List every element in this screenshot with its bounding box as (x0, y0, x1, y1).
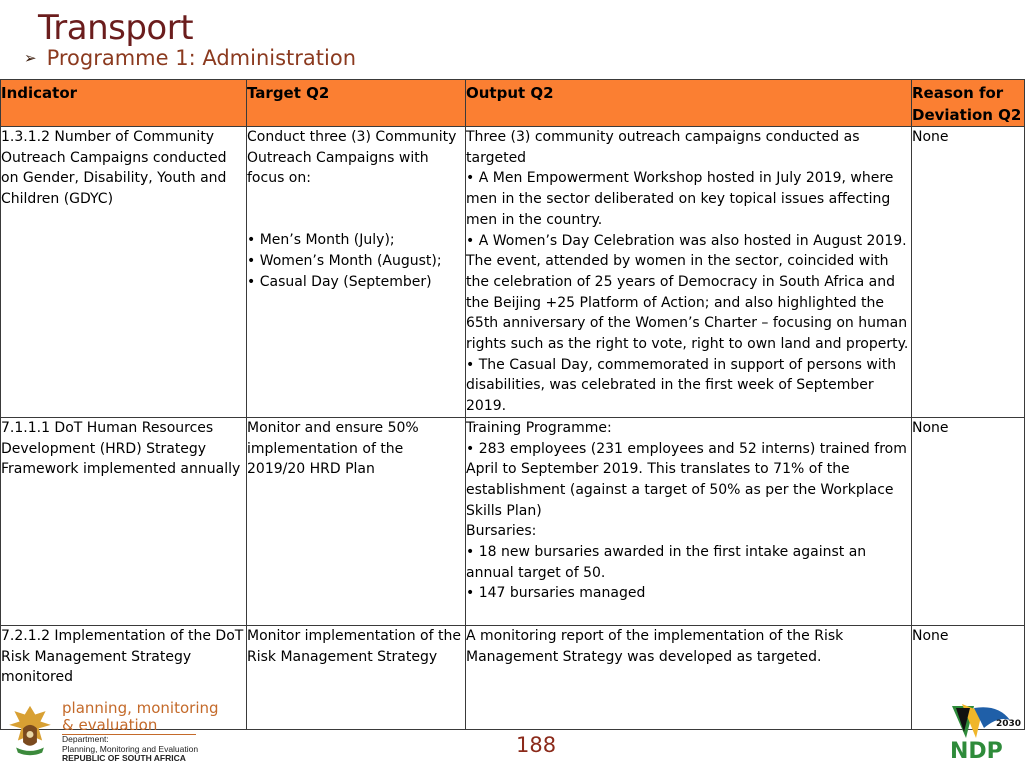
output-bullet: • The Casual Day, commemorated in support of persons with disabilities, was celebrated in the first week of September 2019. (466, 355, 911, 417)
pme-line2: & evaluation (62, 716, 158, 734)
ndp-logo-icon (946, 698, 1022, 764)
target-bullet: • Women’s Month (August); (247, 251, 465, 272)
indicator-table (0, 79, 1025, 730)
output-bullet: • 283 employees (231 employees and 52 interns) trained from April to September 2019. This translates to 71% of the establishment (against a target of 50% as per the Workplace Skills Plan) (466, 439, 911, 522)
ndp-label: NDP (950, 739, 1003, 764)
dept-line1: Department: (62, 734, 109, 744)
output-bullet: • 147 bursaries managed (466, 583, 911, 604)
output-cell (466, 127, 912, 418)
reason-cell: None (912, 417, 1025, 625)
arrow-bullet-icon: ➢ (24, 49, 37, 67)
output-heading: Bursaries: (466, 523, 537, 540)
page-number: 188 (516, 733, 557, 757)
target-intro: Conduct three (3) Community Outreach Campaigns with focus on: (247, 129, 457, 187)
column-header-output: Output Q2 (466, 80, 912, 127)
indicator-cell: 7.1.1.1 DoT Human Resources Development (HRD) Strategy Framework implemented annually (1, 417, 247, 625)
ndp-year: 2030 (996, 719, 1022, 729)
reason-cell: None (912, 127, 1025, 418)
dept-line2: Planning, Monitoring and Evaluation (62, 743, 199, 754)
table-row (1, 127, 1025, 418)
dept-line3: REPUBLIC OF SOUTH AFRICA (62, 753, 186, 763)
column-header-target: Target Q2 (247, 80, 466, 127)
column-header-indicator: Indicator (1, 80, 247, 127)
target-bullet: • Men’s Month (July); (247, 230, 465, 251)
output-heading: Training Programme: (466, 419, 612, 436)
section-subtitle (24, 46, 356, 70)
pme-line1: planning, monitoring (62, 699, 219, 717)
output-bullet: • A Men Empowerment Workshop hosted in July 2019, where men in the sector deliberated on key topical issues affecting men in the country. (466, 168, 911, 230)
output-intro: Three (3) community outreach campaigns conducted as targeted (466, 129, 860, 166)
output-bullet: • 18 new bursaries awarded in the first intake against an annual target of 50. (466, 542, 911, 583)
table-header-row (1, 80, 1025, 127)
output-cell: A monitoring report of the implementation of the Risk Management Strategy was developed as targeted. (466, 625, 912, 729)
target-cell (247, 127, 466, 418)
reason-cell: None (912, 625, 1025, 729)
column-header-reason: Reason for Deviation Q2 (912, 80, 1025, 127)
target-cell: Monitor and ensure 50% implementation of the 2019/20 HRD Plan (247, 417, 466, 625)
target-cell: Monitor implementation of the Risk Management Strategy (247, 625, 466, 729)
table-row (1, 417, 1025, 625)
pme-logo-text (62, 700, 219, 734)
page-title: Transport (38, 8, 194, 48)
output-cell (466, 417, 912, 625)
department-label (62, 735, 198, 764)
indicator-cell: 7.2.1.2 Implementation of the DoT Risk Management Strategy monitored (1, 625, 247, 729)
output-bullet: • A Women’s Day Celebration was also hosted in August 2019. The event, attended by women in the sector, coincided with the celebration of 25 years of Democracy in South Africa and the Beijing +25 Platform of Action; and also highlighted the 65th anniversary of the Women’s Charter – focusing on human rights such as the right to vote, right to own land and property. (466, 231, 911, 355)
target-bullet: • Casual Day (September) (247, 272, 465, 293)
indicator-cell: 1.3.1.2 Number of Community Outreach Campaigns conducted on Gender, Disability, Youth and Children (GDYC) (1, 127, 247, 418)
subtitle-text: Programme 1: Administration (46, 46, 357, 70)
coat-of-arms-icon (4, 700, 56, 762)
